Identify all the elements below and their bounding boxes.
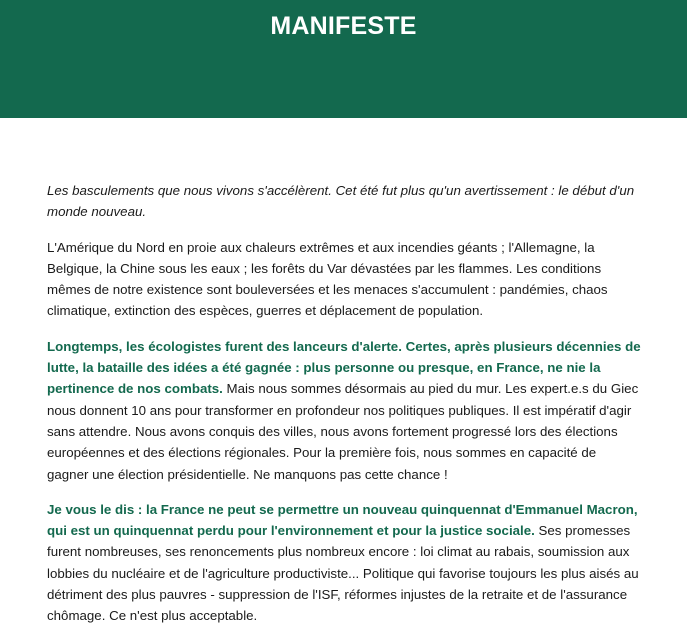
paragraph-2 [47, 336, 641, 485]
paragraph-3 [47, 499, 641, 627]
page-header [0, 0, 687, 118]
article-body [0, 118, 687, 627]
highlight-text: Je vous le dis : la France ne peut se permettre un nouveau quinquennat d'Emmanuel Macron, qui est un quinquennat perdu pour l'environnement et pour la justice sociale. [47, 501, 638, 539]
highlight-text: Longtemps, les écologistes furent des lanceurs d'alerte. Certes, après plusieurs décennies de lutte, la bataille des idées a été gagnée : plus personne ou presque, en France, ne nie la pertinence de nos combats. [47, 338, 641, 397]
body-text: Ses promesses furent nombreuses, ses renoncements plus nombreux encore : loi climat au rabais, soumission aux lobbies du nucléaire et de l'agriculture productiviste... Politique qui favorise toujours les plus aisés au détriment des plus pauvres - suppression de l'ISF, réformes injustes de la retraite et de l'assurance chômage. Ce n'est plus acceptable. [47, 523, 639, 624]
page-title: MANIFESTE [270, 12, 417, 40]
intro-paragraph: Les basculements que nous vivons s'accélèrent. Cet été fut plus qu'un avertissement : le début d'un monde nouveau. [47, 183, 635, 220]
paragraph-1: L'Amérique du Nord en proie aux chaleurs extrêmes et aux incendies géants ; l'Allemagne, la Belgique, la Chine sous les eaux ; les forêts du Var dévastées par les flammes. Les conditions mêmes de notre existence sont bouleversées et les menaces s'accumulent : pandémies, chaos climatique, extinction des espèces, guerres et déplacement de population. [47, 239, 608, 319]
body-text: Mais nous sommes désormais au pied du mur. Les expert.e.s du Giec nous donnent 10 ans pour transformer en profondeur nos politiques publiques. Il est impératif d'agir sans attendre. Nous avons conquis des villes, nous avons fortement progressé lors des élections européennes et des élections régionales. Pour la première fois, nous sommes en capacité de gagner une élection présidentielle. Ne manquons pas cette chance ! [47, 381, 639, 482]
